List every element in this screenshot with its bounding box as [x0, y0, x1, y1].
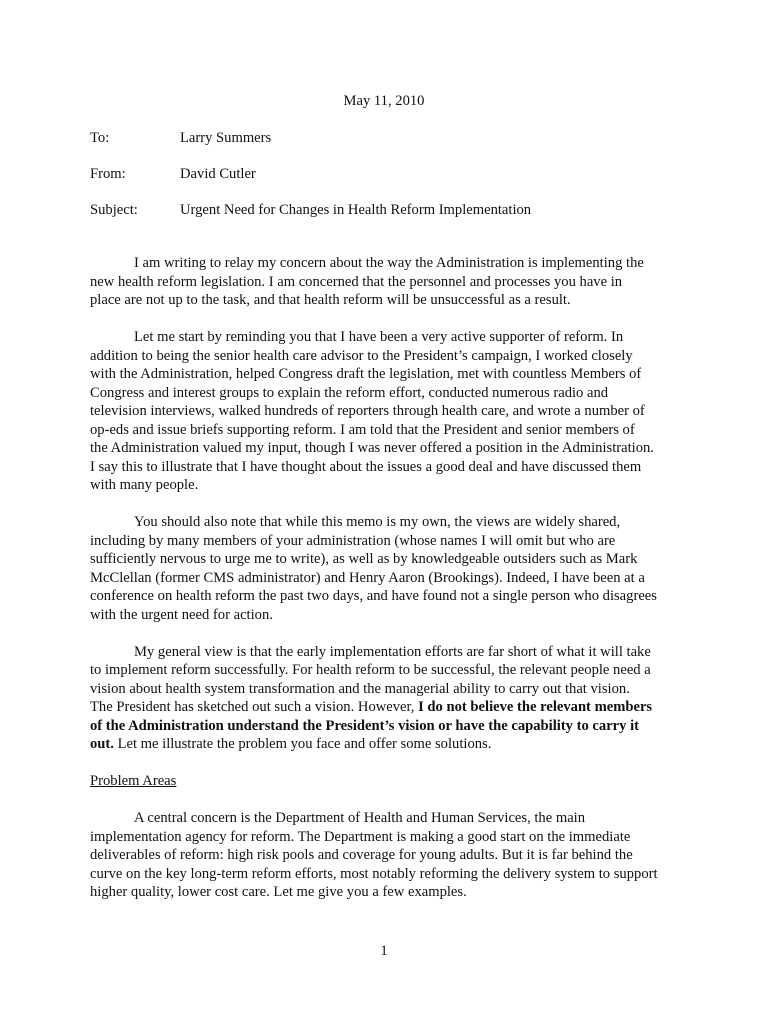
paragraph-line: Congress and interest groups to explain the reform effort, conducted numerous radio and	[90, 384, 609, 401]
paragraph-line: implementation agency for reform. The Department is making a good start on the immediate	[90, 828, 631, 845]
paragraph-line: higher quality, lower cost care. Let me give you a few examples.	[90, 884, 467, 900]
to-value: Larry Summers	[180, 130, 272, 146]
subject-value: Urgent Need for Changes in Health Reform Implementation	[180, 202, 532, 218]
paragraph-line: including by many members of your administration (whose names I will omit but who are	[90, 532, 616, 549]
bold-text: out.	[90, 736, 114, 752]
paragraph-intro	[90, 254, 680, 310]
from-value: David Cutler	[180, 166, 256, 182]
paragraph-line: vision about health system transformation and the managerial ability to carry out that vision.	[90, 680, 630, 697]
section-heading-problem-areas: Problem Areas	[90, 773, 177, 789]
paragraph-line: television interviews, walked hundreds of reporters through health care, and wrote a number of	[90, 403, 645, 419]
memo-date: May 11, 2010	[343, 93, 425, 109]
paragraph-line: addition to being the senior health care advisor to the President’s campaign, I worked closely	[90, 347, 633, 364]
paragraph-line: deliverables of reform: high risk pools and coverage for young adults. But it is far behind the	[90, 847, 633, 863]
memo-subject-row	[90, 201, 690, 221]
paragraph-line: sufficiently nervous to urge me to write), as well as by knowledgeable outsiders such as Mark	[90, 551, 638, 567]
plain-text: Let me illustrate the problem you face and offer some solutions.	[113, 736, 492, 752]
bold-text: I do not believe the relevant members	[418, 699, 653, 715]
from-label: From:	[90, 166, 126, 182]
paragraph-line: place are not up to the task, and that health reform will be unsuccessful as a result.	[90, 292, 571, 308]
memo-body	[90, 254, 680, 920]
paragraph-background	[90, 328, 680, 495]
paragraph-line: McClellan (former CMS administrator) and Henry Aaron (Brookings). Indeed, I have been at a	[90, 569, 645, 586]
paragraph-line: op-eds and issue briefs supporting reform. I am told that the President and senior members of	[90, 421, 635, 438]
paragraph-line: new health reform legislation. I am concerned that the personnel and processes you have in	[90, 273, 623, 290]
paragraph-line-bold: of the Administration understand the President’s vision or have the capability to carry it	[90, 717, 640, 734]
paragraph-shared-views	[90, 513, 680, 624]
paragraph-line: A central concern is the Department of Health and Human Services, the main	[134, 810, 586, 826]
paragraph-line: with the urgent need for action.	[90, 606, 273, 623]
paragraph-line: curve on the key long-term reform efforts, most notably reforming the delivery system to support	[90, 865, 658, 882]
memo-to-row	[90, 129, 690, 149]
paragraph-line: to implement reform successfully. For health reform to be successful, the relevant people need a	[90, 662, 651, 678]
subject-label: Subject:	[90, 202, 138, 218]
paragraph-line-mixed	[90, 698, 680, 717]
paragraph-hhs-concern	[90, 809, 680, 902]
paragraph-line: You should also note that while this memo is my own, the views are widely shared,	[134, 514, 621, 530]
paragraph-line-mixed	[90, 735, 680, 754]
paragraph-line: with many people.	[90, 477, 199, 493]
to-label: To:	[90, 130, 110, 146]
paragraph-line: with the Administration, helped Congress draft the legislation, met with countless Members of	[90, 366, 642, 382]
page-number: 1	[380, 943, 388, 959]
paragraph-line: the Administration valued my input, though I was never offered a position in the Administration.	[90, 440, 654, 456]
paragraph-line: I say this to illustrate that I have thought about the issues a good deal and have discussed them	[90, 458, 642, 475]
plain-text: The President has sketched out such a vision. However,	[90, 699, 419, 715]
memo-from-row	[90, 165, 690, 185]
paragraph-line: Let me start by reminding you that I have been a very active supporter of reform. In	[134, 329, 624, 345]
paragraph-line: My general view is that the early implementation efforts are far short of what it will take	[134, 643, 651, 660]
paragraph-line: I am writing to relay my concern about the way the Administration is implementing the	[134, 255, 644, 271]
paragraph-line: conference on health reform the past two days, and have found not a single person who disagrees	[90, 588, 657, 604]
paragraph-general-view	[90, 643, 680, 754]
